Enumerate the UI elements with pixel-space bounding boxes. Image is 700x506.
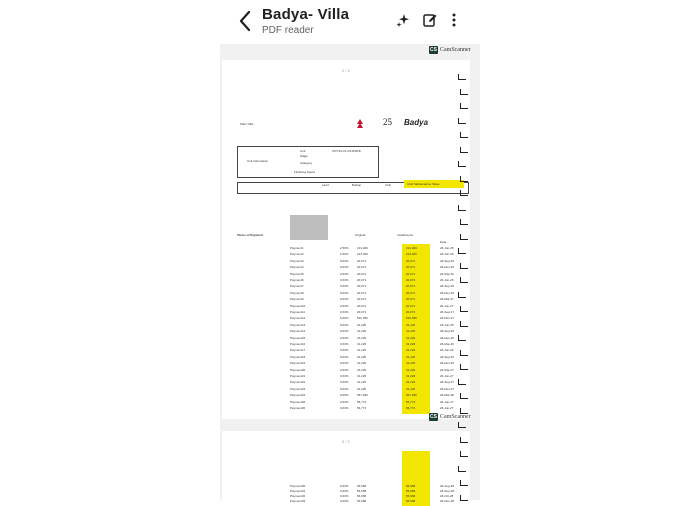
installment-amount: 31,226	[406, 329, 416, 334]
scan-edge-mark	[458, 205, 466, 211]
scan-edge-mark	[460, 480, 468, 486]
installment-amount: 213,460	[406, 246, 417, 250]
scan-edge-mark	[460, 451, 468, 457]
payment-label: Payment20	[290, 367, 306, 372]
scan-edge-mark	[460, 393, 468, 399]
scan-edge-mark	[460, 364, 468, 370]
payment-amount: 20,071	[357, 303, 367, 308]
payment-label: Payment13	[290, 322, 306, 327]
payment-label: Payment1	[290, 246, 304, 250]
payment-label: Payment23	[290, 386, 306, 391]
payment-percent: 0.63%	[340, 342, 349, 346]
installment-amount: 31,226	[406, 354, 416, 359]
payment-label: Payment15	[290, 335, 306, 340]
scan-edge-mark	[460, 234, 468, 240]
original-label: Original	[355, 233, 366, 237]
installment-amount: 20,071	[406, 265, 416, 270]
payment-percent: 0.63%	[340, 303, 349, 308]
payment-percent: 0.63%	[340, 361, 349, 366]
payment-amount: 20,071	[357, 258, 367, 263]
unit-info-label: Unit Information	[247, 159, 269, 163]
payment-label: Payment21	[290, 374, 306, 378]
scan-edge-mark	[460, 408, 468, 414]
document-subtitle: PDF reader	[262, 25, 314, 36]
table-row	[222, 393, 470, 396]
club-maintenance-header: Club Maintenance Value	[407, 182, 440, 186]
installment-amount: 213,460	[406, 252, 417, 257]
camscanner-label: CamScanner	[440, 414, 471, 420]
arrow-back-icon[interactable]	[236, 8, 256, 34]
payment-date: 26-Jun-27	[440, 406, 454, 410]
payment-label: Payment8	[290, 290, 304, 295]
payment-date: 26-Jun-27	[440, 399, 454, 404]
palm-hills-logo-icon	[352, 118, 368, 132]
installment-amount: 20,071	[406, 258, 416, 263]
table-row	[222, 323, 470, 326]
unit-value: C5/Y34-V1-P2-B18-B	[332, 149, 361, 153]
payment-label: Payment2	[290, 252, 304, 257]
payment-date: 26-Jun-26	[440, 348, 454, 353]
payment-label: Payment33	[290, 499, 306, 503]
payment-date: 26-Dec-27	[440, 316, 455, 321]
category-field: Category	[300, 161, 313, 165]
payment-label: Payment31	[290, 489, 306, 493]
payment-percent: 2.50%	[340, 252, 349, 257]
payment-plan-summary	[290, 215, 328, 240]
payment-date: 26-Sep-27	[440, 380, 455, 385]
scan-edge-mark	[458, 466, 466, 472]
table-row	[222, 336, 470, 339]
payment-date: 26-Jun-25	[440, 246, 454, 250]
payment-amount: 213,460	[357, 246, 368, 250]
payment-date: 26-Oct-28	[440, 494, 454, 498]
installment-amount: 31,226	[406, 335, 416, 340]
payment-label: Payment17	[290, 348, 306, 353]
payment-date: 26-Sep-26	[440, 284, 455, 289]
scan-edge-mark	[460, 495, 468, 501]
payment-percent: 6.00%	[340, 393, 349, 398]
payment-percent: 0.63%	[340, 374, 349, 378]
installment-amount: 31,226	[406, 348, 416, 353]
scan-edge-mark	[458, 161, 466, 167]
more-vert-icon[interactable]	[446, 12, 462, 28]
payment-amount: 56,668	[357, 484, 367, 488]
payment-date: 26-Jun-25	[440, 252, 454, 257]
payment-date: 26-Mar-28	[440, 393, 454, 398]
payment-amount: 567,936	[357, 393, 368, 398]
installment-amount: 20,071	[406, 297, 416, 302]
table-row	[222, 252, 470, 255]
installment-amount: 31,226	[406, 322, 416, 327]
installment-amount: 20,071	[406, 290, 416, 295]
scan-edge-mark	[458, 335, 466, 341]
table-row	[222, 278, 470, 281]
installment-amount: 31,226	[406, 380, 416, 385]
table-row	[222, 380, 470, 383]
brand-logo: Badya	[404, 118, 429, 127]
payment-date: 26-Sep-26	[440, 354, 455, 359]
payment-date: 26-Jun-27	[440, 374, 454, 378]
table-row	[222, 316, 470, 319]
payment-percent: 0.63%	[340, 499, 349, 503]
table-row	[222, 499, 470, 502]
payment-percent: 0.63%	[340, 354, 349, 359]
payment-amount: 56,668	[357, 494, 367, 498]
payment-percent: 0.63%	[340, 484, 349, 488]
terms-of-payment-label: Terms of Payment	[237, 233, 263, 237]
scan-edge-mark	[458, 292, 466, 298]
document-title: Badya- Villa	[262, 6, 350, 23]
installment-amount: 31,226	[406, 374, 416, 378]
payment-percent: 0.63%	[340, 494, 349, 498]
table-row	[222, 329, 470, 332]
sparkle-icon[interactable]	[395, 12, 411, 28]
payment-label: Payment14	[290, 329, 306, 334]
payment-percent: 0.63%	[340, 278, 349, 282]
camscanner-logo-icon: CS	[430, 414, 437, 420]
payment-label: Payment18	[290, 354, 306, 359]
payment-label: Payment4	[290, 265, 304, 270]
payment-date: 26-Sep-25	[440, 329, 455, 334]
payment-percent: 2.50%	[340, 246, 349, 250]
payment-label: Payment24	[290, 393, 306, 398]
table-row	[222, 400, 470, 403]
payment-date: 26-Sep-25	[440, 258, 455, 263]
payment-label: Payment32	[290, 494, 306, 498]
table-row	[222, 348, 470, 351]
land-header: Land	[322, 183, 329, 187]
payment-label: Payment12	[290, 316, 306, 321]
payment-amount: 31,226	[357, 386, 367, 391]
table-row	[222, 259, 470, 262]
payment-percent: 0.63%	[340, 284, 349, 289]
scan-edge-mark	[460, 147, 468, 153]
table-row	[222, 297, 470, 300]
installment-amount: 31,226	[406, 342, 416, 346]
scan-edge-mark	[458, 74, 466, 80]
payment-label: Payment9	[290, 297, 304, 302]
unit-field: Unit	[300, 149, 306, 153]
table-row	[222, 304, 470, 307]
installment-amount: 20,071	[406, 303, 416, 308]
payment-percent: 0.63%	[340, 406, 349, 410]
scan-edge-mark	[460, 350, 468, 356]
payment-label: Payment11	[290, 310, 305, 314]
table-row	[222, 374, 470, 377]
payment-date: 26-Nov-28	[440, 499, 455, 503]
table-row	[222, 310, 470, 313]
payment-amount: 20,071	[357, 265, 367, 270]
payment-amount: 213,460	[357, 252, 368, 257]
payment-amount: 56,668	[357, 499, 367, 503]
scan-edge-mark	[460, 263, 468, 269]
payment-amount: 56,668	[357, 489, 367, 493]
scan-edge-mark	[458, 379, 466, 385]
scan-edge-mark	[460, 437, 468, 443]
page-number: 3 / 3	[342, 439, 350, 444]
payment-amount: 31,226	[357, 342, 367, 346]
installment-amount: 56,668	[406, 499, 416, 503]
payment-amount: 31,226	[357, 367, 367, 372]
camscanner-logo-icon: CS	[430, 47, 437, 53]
table-row	[222, 368, 470, 371]
payment-label: Payment3	[290, 258, 304, 263]
payment-date: 26-Dec-25	[440, 335, 455, 340]
installment-amount: 20,071	[406, 284, 416, 289]
app-bar	[0, 0, 700, 50]
payment-percent: 0.63%	[340, 290, 349, 295]
payment-date: 26-Dec-26	[440, 361, 455, 366]
scan-edge-mark	[458, 248, 466, 254]
payment-percent: 0.63%	[340, 265, 349, 270]
payment-amount: 31,226	[357, 380, 367, 385]
payment-amount: 31,226	[357, 361, 367, 366]
finishing-field: Finishing Specs	[294, 170, 316, 174]
payment-amount: 31,226	[357, 322, 367, 327]
anniversary-mark: 25	[383, 117, 392, 127]
payment-percent: 0.63%	[340, 380, 349, 385]
scan-edge-mark	[460, 89, 468, 95]
builtup-header: Builtup	[352, 183, 362, 187]
payment-amount: 31,226	[357, 354, 367, 359]
payment-date: 26-Dec-27	[440, 386, 455, 391]
scan-edge-mark	[458, 422, 466, 428]
table-row	[222, 494, 470, 497]
payment-amount: 56,774	[357, 399, 367, 404]
pdf-page-1	[222, 60, 470, 419]
payment-percent: 0.63%	[340, 271, 349, 276]
payment-percent: 0.63%	[340, 348, 349, 353]
payment-label: Payment25	[290, 399, 306, 404]
payment-amount: 20,071	[357, 297, 367, 302]
camscanner-label: CamScanner	[440, 47, 471, 53]
scan-edge-mark	[460, 176, 468, 182]
table-row	[222, 355, 470, 358]
installment-amount: 56,774	[406, 399, 416, 404]
payment-date: 26-Sep-27	[440, 310, 455, 314]
payment-amount: 510,356	[357, 316, 368, 321]
payment-percent: 0.63%	[340, 310, 349, 314]
payment-amount: 20,071	[357, 310, 367, 314]
scan-edge-mark	[458, 118, 466, 124]
installment-amount: 56,668	[406, 489, 416, 493]
payment-label: Payment7	[290, 284, 304, 289]
installment-amount: 31,226	[406, 361, 416, 366]
payment-amount: 56,774	[357, 406, 367, 410]
payment-label: Payment26	[290, 406, 306, 410]
payment-date: 26-Aug-28	[440, 484, 455, 488]
table-row	[222, 406, 470, 409]
payment-amount: 20,071	[357, 290, 367, 295]
camscanner-watermark-bottom	[429, 413, 471, 421]
payment-date: 26-Mar-26	[440, 342, 454, 346]
page-number: 2 / 3	[342, 68, 350, 73]
payment-date: 26-Mar-27	[440, 367, 454, 372]
installment-amount: 510,356	[406, 316, 417, 321]
scan-edge-mark	[460, 190, 468, 196]
payment-date: 26-Dec-25	[440, 265, 455, 270]
installment-amount: 20,071	[406, 271, 416, 276]
company-header: Palm Hills	[240, 122, 254, 126]
table-row	[222, 387, 470, 390]
table-row	[222, 272, 470, 275]
payment-label: Payment10	[290, 303, 306, 308]
table-row	[222, 246, 470, 249]
scan-edge-mark	[460, 306, 468, 312]
payment-label: Payment6	[290, 278, 304, 282]
table-row	[222, 291, 470, 294]
payment-amount: 31,226	[357, 348, 367, 353]
payment-amount: 20,071	[357, 284, 367, 289]
installments-label: Installments	[397, 233, 414, 237]
scan-edge-mark	[460, 277, 468, 283]
installment-amount: 56,774	[406, 406, 416, 410]
payment-amount: 20,071	[357, 271, 367, 276]
payment-date: 26-Jun-26	[440, 278, 454, 282]
table-row	[222, 361, 470, 364]
payment-label: Payment16	[290, 342, 306, 346]
payment-percent: 0.63%	[340, 329, 349, 334]
pdf-page-2	[222, 431, 470, 506]
payment-label: Payment22	[290, 380, 306, 385]
installment-amount: 31,226	[406, 367, 416, 372]
payment-amount: 31,226	[357, 374, 367, 378]
payment-label: Payment30	[290, 484, 306, 488]
table-row	[222, 489, 470, 492]
installment-amount: 567,936	[406, 393, 417, 398]
pdf-viewer[interactable]	[220, 44, 480, 503]
payment-date: 26-Dec-26	[440, 290, 455, 295]
payment-percent: 0.63%	[340, 386, 349, 391]
payment-date: 26-Jun-27	[440, 303, 454, 308]
table-row	[222, 284, 470, 287]
installment-amount: 20,071	[406, 278, 416, 282]
installment-amount: 56,668	[406, 484, 416, 488]
edit-icon[interactable]	[422, 12, 438, 28]
payment-percent: 0.63%	[340, 322, 349, 327]
payment-date: 26-Jun-25	[440, 322, 454, 327]
payment-percent: 0.63%	[340, 489, 349, 493]
payment-percent: 0.63%	[340, 258, 349, 263]
scan-edge-mark	[460, 132, 468, 138]
payment-date: 26-Mar-27	[440, 297, 454, 302]
payment-amount: 20,071	[357, 278, 367, 282]
stage-field: Stage	[300, 154, 308, 158]
installment-amount: 20,071	[406, 310, 416, 314]
payment-date: 26-Sep-28	[440, 489, 455, 493]
installment-amount: 31,226	[406, 386, 416, 391]
payment-percent: 0.63%	[340, 335, 349, 340]
payment-amount: 31,226	[357, 329, 367, 334]
installment-amount: 56,668	[406, 494, 416, 498]
date-label: Date	[440, 240, 447, 244]
payment-label: Payment5	[290, 271, 304, 276]
payment-percent: 6.00%	[340, 316, 349, 321]
payment-percent: 0.63%	[340, 367, 349, 372]
table-row	[222, 265, 470, 268]
table-row	[222, 484, 470, 487]
payment-amount: 31,226	[357, 335, 367, 340]
club-header: Club	[385, 183, 392, 187]
scan-edge-mark	[460, 219, 468, 225]
payment-label: Payment19	[290, 361, 306, 366]
payment-date: 26-Mar-26	[440, 271, 454, 276]
payment-percent: 0.63%	[340, 297, 349, 302]
payment-percent: 0.63%	[340, 399, 349, 404]
scan-edge-mark	[460, 321, 468, 327]
camscanner-watermark	[429, 46, 471, 54]
scan-edge-mark	[460, 103, 468, 109]
table-row	[222, 342, 470, 345]
